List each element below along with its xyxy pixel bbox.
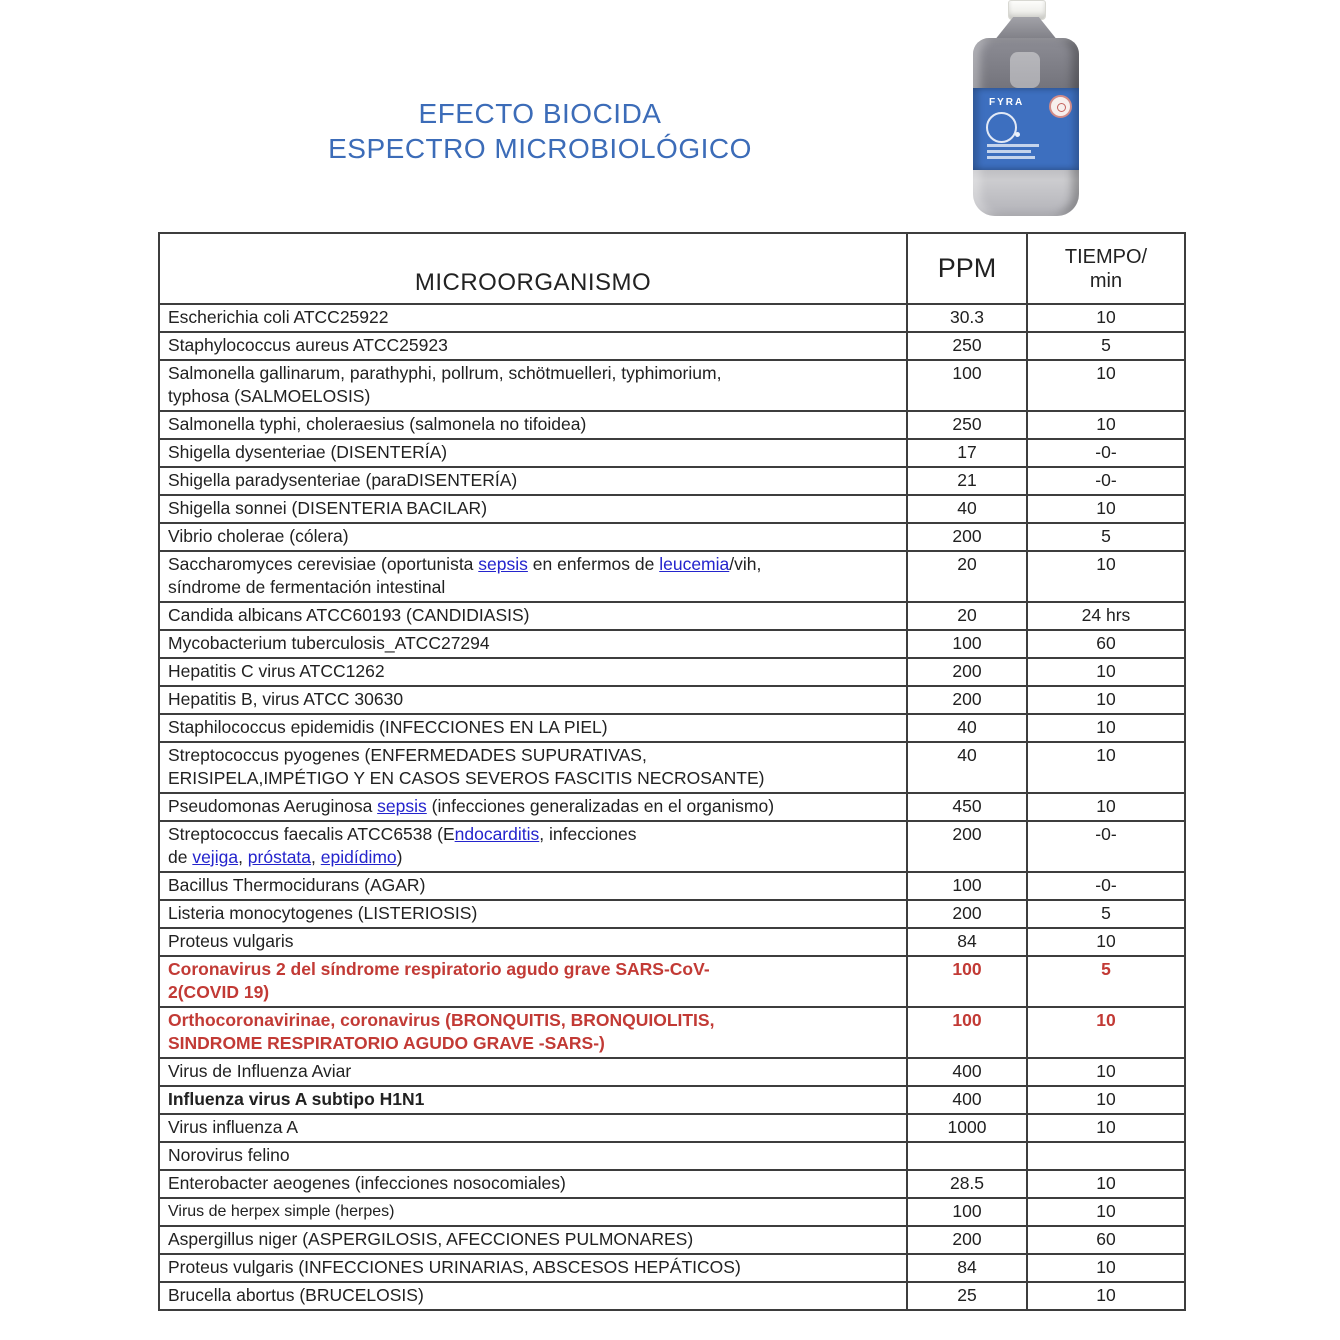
- microorganism-text: Shigella dysenteriae (DISENTERÍA): [168, 442, 448, 462]
- ppm-cell: 28.5: [907, 1170, 1027, 1198]
- page-title: [160, 96, 920, 166]
- ppm-cell: 200: [907, 658, 1027, 686]
- microorganism-cell: [159, 523, 907, 551]
- tiempo-cell: 10: [1027, 1086, 1185, 1114]
- inline-link[interactable]: sepsis: [377, 796, 427, 816]
- tiempo-cell: 10: [1027, 1007, 1185, 1058]
- table-row: [159, 332, 1185, 360]
- tiempo-cell: 10: [1027, 1170, 1185, 1198]
- table-row: [159, 1226, 1185, 1254]
- table-row: [159, 872, 1185, 900]
- microorganism-text: Pseudomonas Aeruginosa: [168, 796, 378, 816]
- microorganism-text: Staphilococcus epidemidis (INFECCIONES EN LA PIEL): [168, 717, 608, 737]
- bottle-label: [973, 88, 1079, 170]
- tiempo-cell: 10: [1027, 304, 1185, 332]
- microorganism-cell: [159, 467, 907, 495]
- microorganism-text: síndrome de fermentación intestinal: [168, 577, 446, 597]
- microorganism-text: Salmonella typhi, choleraesius (salmonela no tifoidea): [168, 414, 587, 434]
- bottle-logo-dot-icon: [1015, 132, 1020, 137]
- table-row: [159, 304, 1185, 332]
- ppm-cell: 40: [907, 495, 1027, 523]
- ppm-cell: 450: [907, 793, 1027, 821]
- tiempo-cell: 10: [1027, 1058, 1185, 1086]
- microorganism-text: Bacillus Thermocidurans (AGAR): [168, 875, 426, 895]
- ppm-cell: 250: [907, 411, 1027, 439]
- ppm-cell: 250: [907, 332, 1027, 360]
- ppm-cell: 40: [907, 714, 1027, 742]
- product-bottle-image: [972, 0, 1080, 218]
- tiempo-cell: 10: [1027, 742, 1185, 793]
- tiempo-cell: 24 hrs: [1027, 602, 1185, 630]
- microorganism-text: Staphylococcus aureus ATCC25923: [168, 335, 448, 355]
- microorganism-text: Proteus vulgaris: [168, 931, 294, 951]
- microorganism-text: Candida albicans ATCC60193 (CANDIDIASIS): [168, 605, 530, 625]
- bottle-shine: [1010, 52, 1040, 88]
- ppm-cell: 200: [907, 686, 1027, 714]
- tiempo-cell: [1027, 1142, 1185, 1170]
- microorganism-cell: [159, 1170, 907, 1198]
- microorganism-cell: [159, 360, 907, 411]
- inline-link[interactable]: ndocarditis: [454, 824, 540, 844]
- table-header-row: [159, 233, 1185, 304]
- microorganism-cell: [159, 1282, 907, 1310]
- microorganism-cell: [159, 928, 907, 956]
- header-tiempo-line2: min: [1089, 269, 1123, 292]
- microorganism-cell: [159, 411, 907, 439]
- microorganism-cell: [159, 872, 907, 900]
- ppm-cell: 21: [907, 467, 1027, 495]
- spectrum-table-body: [159, 304, 1185, 1310]
- microorganism-cell: [159, 742, 907, 793]
- microorganism-text: Influenza virus A subtipo H1N1: [168, 1089, 425, 1109]
- tiempo-cell: 10: [1027, 1254, 1185, 1282]
- microorganism-cell: [159, 304, 907, 332]
- table-row: [159, 900, 1185, 928]
- microorganism-cell: [159, 1226, 907, 1254]
- ppm-cell: 200: [907, 821, 1027, 872]
- tiempo-cell: 10: [1027, 1282, 1185, 1310]
- microorganism-cell: [159, 793, 907, 821]
- microorganism-cell: [159, 630, 907, 658]
- page-title-line1: EFECTO BIOCIDA: [418, 98, 662, 129]
- microorganism-cell: [159, 1198, 907, 1226]
- microorganism-cell: [159, 956, 907, 1007]
- microorganism-text: Proteus vulgaris (INFECCIONES URINARIAS, ABSCESOS HEPÁTICOS): [168, 1257, 741, 1277]
- inline-link[interactable]: epidídimo: [320, 847, 397, 867]
- microorganism-text: Virus de herpex simple (herpes): [168, 1203, 395, 1220]
- tiempo-cell: 10: [1027, 551, 1185, 602]
- microorganism-text: Hepatitis C virus ATCC1262: [168, 661, 385, 681]
- ppm-cell: 17: [907, 439, 1027, 467]
- microorganism-text: Enterobacter aeogenes (infecciones nosocomiales): [168, 1173, 566, 1193]
- microorganism-cell: [159, 495, 907, 523]
- microorganism-text: Shigella sonnei (DISENTERIA BACILAR): [168, 498, 488, 518]
- table-row: [159, 439, 1185, 467]
- tiempo-cell: 5: [1027, 956, 1185, 1007]
- table-row: [159, 1058, 1185, 1086]
- microorganism-cell: [159, 900, 907, 928]
- ppm-cell: 20: [907, 602, 1027, 630]
- microorganism-text: Coronavirus 2 del síndrome respiratorio agudo grave SARS-CoV-: [168, 959, 710, 979]
- table-row: [159, 1254, 1185, 1282]
- bottle-logo-circle-icon: [986, 112, 1017, 143]
- ppm-cell: 100: [907, 1007, 1027, 1058]
- page-title-line2: ESPECTRO MICROBIOLÓGICO: [328, 133, 752, 164]
- tiempo-cell: -0-: [1027, 467, 1185, 495]
- tiempo-cell: 10: [1027, 495, 1185, 523]
- bottle-label-textline: [987, 156, 1035, 159]
- microorganism-text: ERISIPELA,IMPÉTIGO Y EN CASOS SEVEROS FASCITIS NECROSANTE): [168, 768, 765, 788]
- microorganism-text: Brucella abortus (BRUCELOSIS): [168, 1285, 424, 1305]
- tiempo-cell: 10: [1027, 1114, 1185, 1142]
- table-row: [159, 1170, 1185, 1198]
- microorganism-text: Virus de Influenza Aviar: [168, 1061, 352, 1081]
- table-row: [159, 658, 1185, 686]
- microorganism-text: Saccharomyces cerevisiae (oportunista: [168, 554, 479, 574]
- microorganism-text: /vih,: [729, 554, 762, 574]
- table-row: [159, 360, 1185, 411]
- microorganism-text: Aspergillus niger (ASPERGILOSIS, AFECCIONES PULMONARES): [168, 1229, 694, 1249]
- ppm-cell: 100: [907, 872, 1027, 900]
- bottle-label-textline: [987, 144, 1039, 147]
- microorganism-text: , infecciones: [539, 824, 637, 844]
- table-row: [159, 821, 1185, 872]
- ppm-cell: 30.3: [907, 304, 1027, 332]
- table-row: [159, 630, 1185, 658]
- bottle-seal-badge-icon: [1049, 95, 1072, 118]
- ppm-cell: 40: [907, 742, 1027, 793]
- table-row: [159, 1282, 1185, 1310]
- table-row: [159, 1198, 1185, 1226]
- microorganism-cell: [159, 1142, 907, 1170]
- table-row: [159, 793, 1185, 821]
- microorganism-cell: [159, 1007, 907, 1058]
- tiempo-cell: 5: [1027, 332, 1185, 360]
- tiempo-cell: 10: [1027, 793, 1185, 821]
- microorganism-cell: [159, 821, 907, 872]
- table-row: [159, 742, 1185, 793]
- table-row: [159, 956, 1185, 1007]
- tiempo-cell: 10: [1027, 411, 1185, 439]
- table-row: [159, 1007, 1185, 1058]
- tiempo-cell: -0-: [1027, 439, 1185, 467]
- microorganism-cell: [159, 686, 907, 714]
- header-tiempo: [1027, 233, 1185, 304]
- table-row: [159, 1086, 1185, 1114]
- inline-link[interactable]: leucemia: [659, 554, 730, 574]
- ppm-cell: 100: [907, 630, 1027, 658]
- inline-link[interactable]: vejiga: [192, 847, 239, 867]
- header-microorganism: MICROORGANISMO: [159, 233, 907, 304]
- tiempo-cell: 10: [1027, 928, 1185, 956]
- ppm-cell: 100: [907, 956, 1027, 1007]
- table-row: [159, 551, 1185, 602]
- tiempo-cell: 10: [1027, 1198, 1185, 1226]
- tiempo-cell: -0-: [1027, 872, 1185, 900]
- table-row: [159, 467, 1185, 495]
- inline-link[interactable]: sepsis: [478, 554, 528, 574]
- spectrum-table: [158, 232, 1186, 1311]
- ppm-cell: 400: [907, 1058, 1027, 1086]
- microorganism-text: ,: [238, 847, 248, 867]
- microorganism-text: Mycobacterium tuberculosis_ATCC27294: [168, 633, 490, 653]
- microorganism-cell: [159, 1254, 907, 1282]
- header-tiempo-line1: TIEMPO/: [1064, 245, 1148, 268]
- tiempo-cell: 10: [1027, 686, 1185, 714]
- ppm-cell: 100: [907, 360, 1027, 411]
- tiempo-cell: 10: [1027, 658, 1185, 686]
- ppm-cell: 100: [907, 1198, 1027, 1226]
- table-row: [159, 1114, 1185, 1142]
- bottle-label-textline: [987, 150, 1031, 153]
- ppm-cell: 25: [907, 1282, 1027, 1310]
- table-row: [159, 686, 1185, 714]
- microorganism-text: Listeria monocytogenes (LISTERIOSIS): [168, 903, 478, 923]
- microorganism-text: (infecciones generalizadas en el organismo): [426, 796, 775, 816]
- ppm-cell: 84: [907, 1254, 1027, 1282]
- tiempo-cell: 10: [1027, 360, 1185, 411]
- tiempo-cell: 5: [1027, 523, 1185, 551]
- microorganism-text: 2(COVID 19): [168, 982, 270, 1002]
- tiempo-cell: 60: [1027, 1226, 1185, 1254]
- bottle-brand-text: FYRA: [989, 97, 1025, 108]
- microorganism-cell: [159, 1086, 907, 1114]
- microorganism-text: Salmonella gallinarum, parathyphi, pollrum, schötmuelleri, typhimorium,: [168, 363, 722, 383]
- microorganism-text: Vibrio cholerae (cólera): [168, 526, 349, 546]
- microorganism-text: Norovirus felino: [168, 1145, 290, 1165]
- table-row: [159, 602, 1185, 630]
- header-ppm: PPM: [907, 233, 1027, 304]
- microorganism-text: Streptococcus faecalis ATCC6538 (E: [168, 824, 455, 844]
- microorganism-text: ): [396, 847, 403, 867]
- inline-link[interactable]: próstata: [247, 847, 312, 867]
- microorganism-text: ,: [311, 847, 321, 867]
- table-row: [159, 928, 1185, 956]
- microorganism-text: typhosa (SALMOELOSIS): [168, 386, 371, 406]
- microorganism-cell: [159, 714, 907, 742]
- microorganism-text: Streptococcus pyogenes (ENFERMEDADES SUPURATIVAS,: [168, 745, 647, 765]
- ppm-cell: 84: [907, 928, 1027, 956]
- tiempo-cell: 10: [1027, 714, 1185, 742]
- table-row: [159, 714, 1185, 742]
- spectrum-table-container: [158, 232, 1184, 1311]
- table-row: [159, 523, 1185, 551]
- ppm-cell: 200: [907, 1226, 1027, 1254]
- ppm-cell: [907, 1142, 1027, 1170]
- microorganism-cell: [159, 439, 907, 467]
- ppm-cell: 1000: [907, 1114, 1027, 1142]
- microorganism-text: Shigella paradysenteriae (paraDISENTERÍA): [168, 470, 518, 490]
- table-row: [159, 1142, 1185, 1170]
- microorganism-cell: [159, 602, 907, 630]
- microorganism-cell: [159, 658, 907, 686]
- microorganism-cell: [159, 332, 907, 360]
- microorganism-text: de: [168, 847, 193, 867]
- tiempo-cell: 60: [1027, 630, 1185, 658]
- tiempo-cell: 5: [1027, 900, 1185, 928]
- ppm-cell: 200: [907, 523, 1027, 551]
- table-row: [159, 411, 1185, 439]
- microorganism-cell: [159, 1058, 907, 1086]
- ppm-cell: 400: [907, 1086, 1027, 1114]
- microorganism-text: Orthocoronavirinae, coronavirus (BRONQUITIS, BRONQUIOLITIS,: [168, 1010, 715, 1030]
- microorganism-cell: [159, 551, 907, 602]
- microorganism-text: Hepatitis B, virus ATCC 30630: [168, 689, 404, 709]
- microorganism-cell: [159, 1114, 907, 1142]
- microorganism-text: SINDROME RESPIRATORIO AGUDO GRAVE -SARS-): [168, 1033, 605, 1053]
- tiempo-cell: -0-: [1027, 821, 1185, 872]
- microorganism-text: Virus influenza A: [168, 1117, 299, 1137]
- microorganism-text: Escherichia coli ATCC25922: [168, 307, 389, 327]
- table-row: [159, 495, 1185, 523]
- ppm-cell: 20: [907, 551, 1027, 602]
- ppm-cell: 200: [907, 900, 1027, 928]
- microorganism-text: en enfermos de: [527, 554, 660, 574]
